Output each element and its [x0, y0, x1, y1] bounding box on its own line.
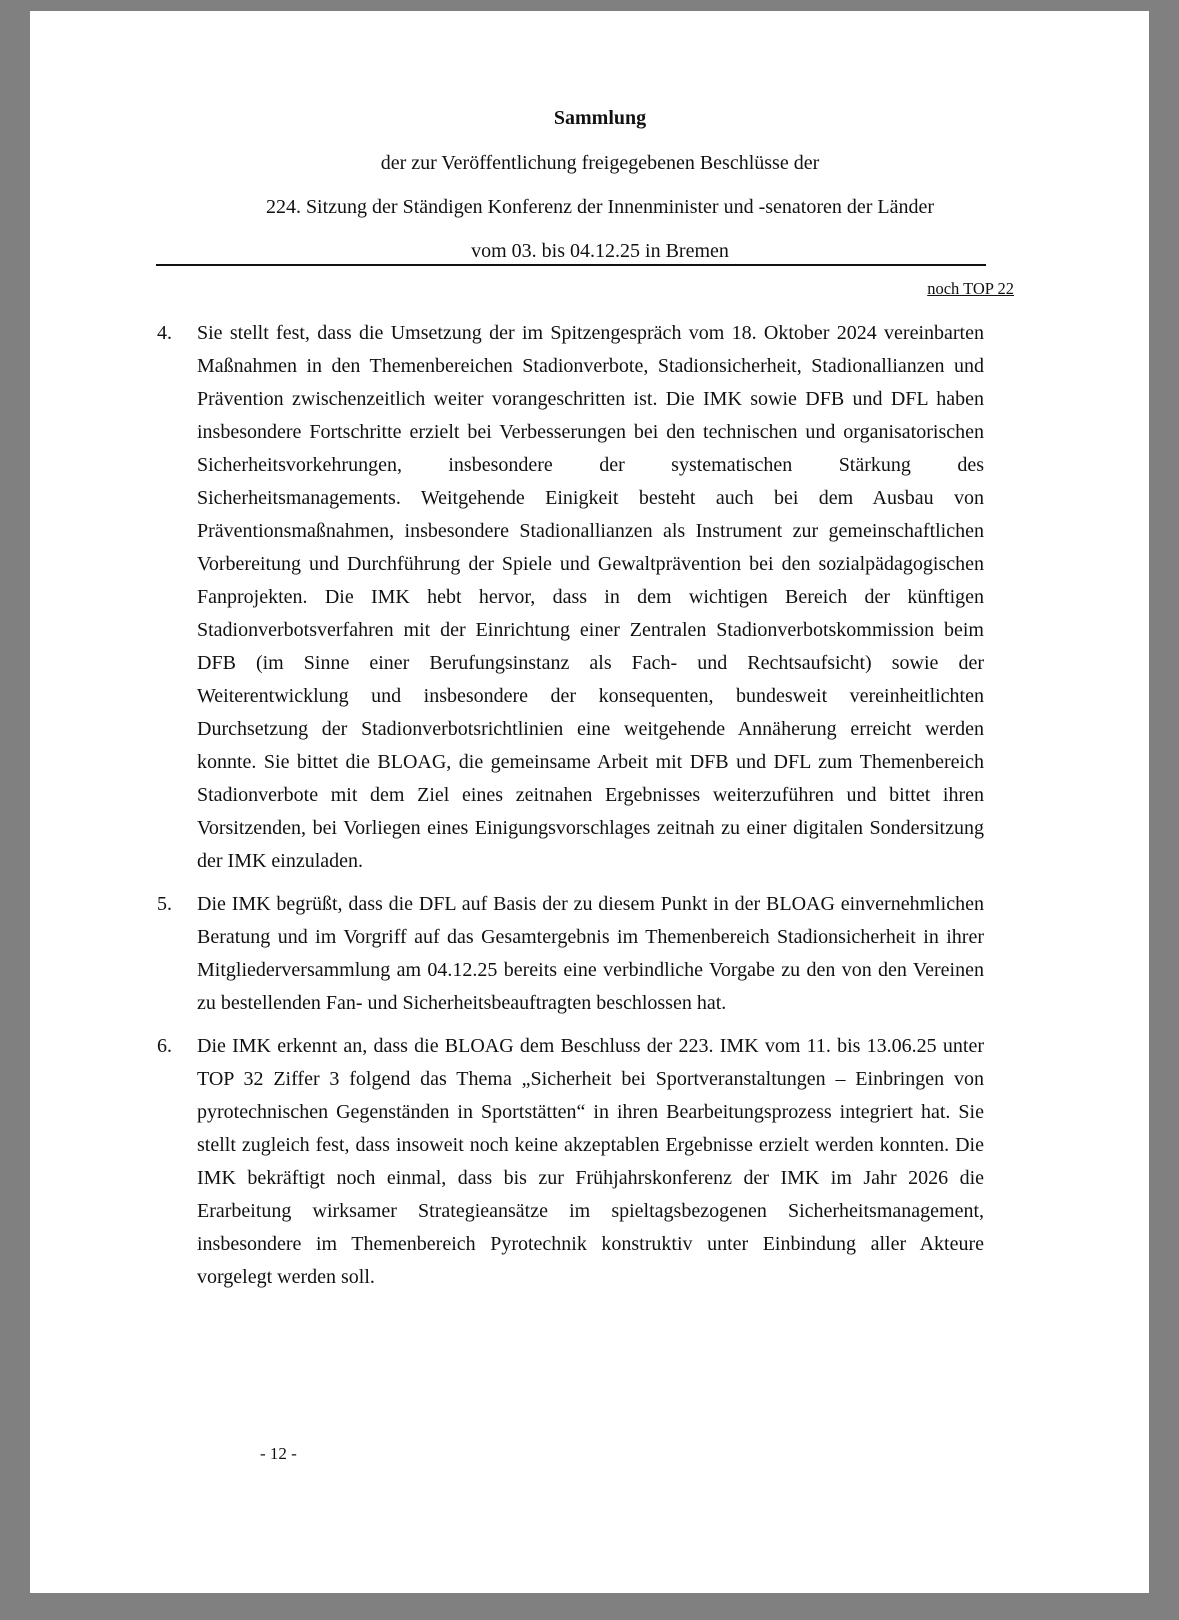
top-reference: noch TOP 22 [927, 279, 1014, 298]
list-item [157, 888, 984, 1020]
item-text: Die IMK erkennt an, dass die BLOAG dem Beschluss der 223. IMK vom 11. bis 13.06.25 unter TOP 32 Ziffer 3 folgend das Thema „Sicherheit bei Sportveranstaltungen – Einbringen von pyrotechnischen Gegenständen in Sportstätten“ in ihren Bearbeitungsprozess integriert hat. Sie stellt zugleich fest, dass insoweit noch keine akzeptablen Ergebnisse erzielt werden konnten. Die IMK bekräftigt noch einmal, dass bis zur Frühjahrskonferenz der IMK im Jahr 2026 die Erarbeitung wirksamer Strategieansätze im spieltagsbezogenen Sicherheitsmanagement, insbesondere im Themenbereich Pyrotechnik konstruktiv unter Einbindung aller Akteure vorgelegt werden soll. [197, 1035, 984, 1288]
item-number: 5. [157, 893, 172, 915]
document-page [30, 11, 1149, 1593]
item-number: 4. [157, 322, 172, 344]
list-item [157, 317, 984, 878]
resolution-list [157, 317, 984, 1304]
header-subtitle-line-3: vom 03. bis 04.12.25 in Bremen [471, 240, 729, 262]
item-text: Die IMK begrüßt, dass die DFL auf Basis der zu diesem Punkt in der BLOAG einvernehmlichen Beratung und im Vorgriff auf das Gesamtergebnis im Themenbereich Stadionsicherheit in ihrer Mitgliederversammlung am 04.12.25 bereits eine verbindliche Vorgabe zu den von den Vereinen zu bestellenden Fan- und Sicherheitsbeauftragten beschlossen hat. [197, 893, 984, 1014]
header-divider [156, 264, 986, 266]
item-text: Sie stellt fest, dass die Umsetzung der im Spitzengespräch vom 18. Oktober 2024 vereinbarten Maßnahmen in den Themenbereichen Stadionverbote, Stadionsicherheit, Stadionallianzen und Prävention zwischenzeitlich weiter vorangeschritten ist. Die IMK sowie DFB und DFL haben insbesondere Fortschritte erzielt bei Verbesserungen bei den technischen und organisatorischen Sicherheitsvorkehrungen, insbesondere der systematischen Stärkung des Sicherheitsmanagements. Weitgehende Einigkeit besteht auch bei dem Ausbau von Präventionsmaßnahmen, insbesondere Stadionallianzen als Instrument zur gemeinschaftlichen Vorbereitung und Durchführung der Spiele und Gewaltprävention bei den sozialpädagogischen Fanprojekten. Die IMK hebt hervor, dass in dem wichtigen Bereich der künftigen Stadionverbotsverfahren mit der Einrichtung einer Zentralen Stadionverbotskommission beim DFB (im Sinne einer Berufungsinstanz als Fach- und Rechtsaufsicht) sowie der Weiterentwicklung und insbesondere der konsequenten, bundesweit vereinheitlichten Durchsetzung der Stadionverbotsrichtlinien eine weitgehende Annäherung erreicht werden konnte. Sie bittet die BLOAG, die gemeinsame Arbeit mit DFB und DFL zum Themenbereich Stadionverbote mit dem Ziel eines zeitnahen Ergebnisses weiterzuführen und bittet ihren Vorsitzenden, bei Vorliegen eines Einigungsvorschlages zeitnah zu einer digitalen Sondersitzung der IMK einzuladen. [197, 322, 984, 872]
header-subtitle-line-1: der zur Veröffentlichung freigegebenen Beschlüsse der [380, 152, 820, 174]
page-number: - 12 - [260, 1444, 297, 1463]
document-title: Sammlung [553, 107, 647, 129]
header-subtitle-line-2: 224. Sitzung der Ständigen Konferenz der Innenminister und -senatoren der Länder [265, 196, 935, 218]
item-number: 6. [157, 1035, 172, 1057]
list-item [157, 1030, 984, 1294]
